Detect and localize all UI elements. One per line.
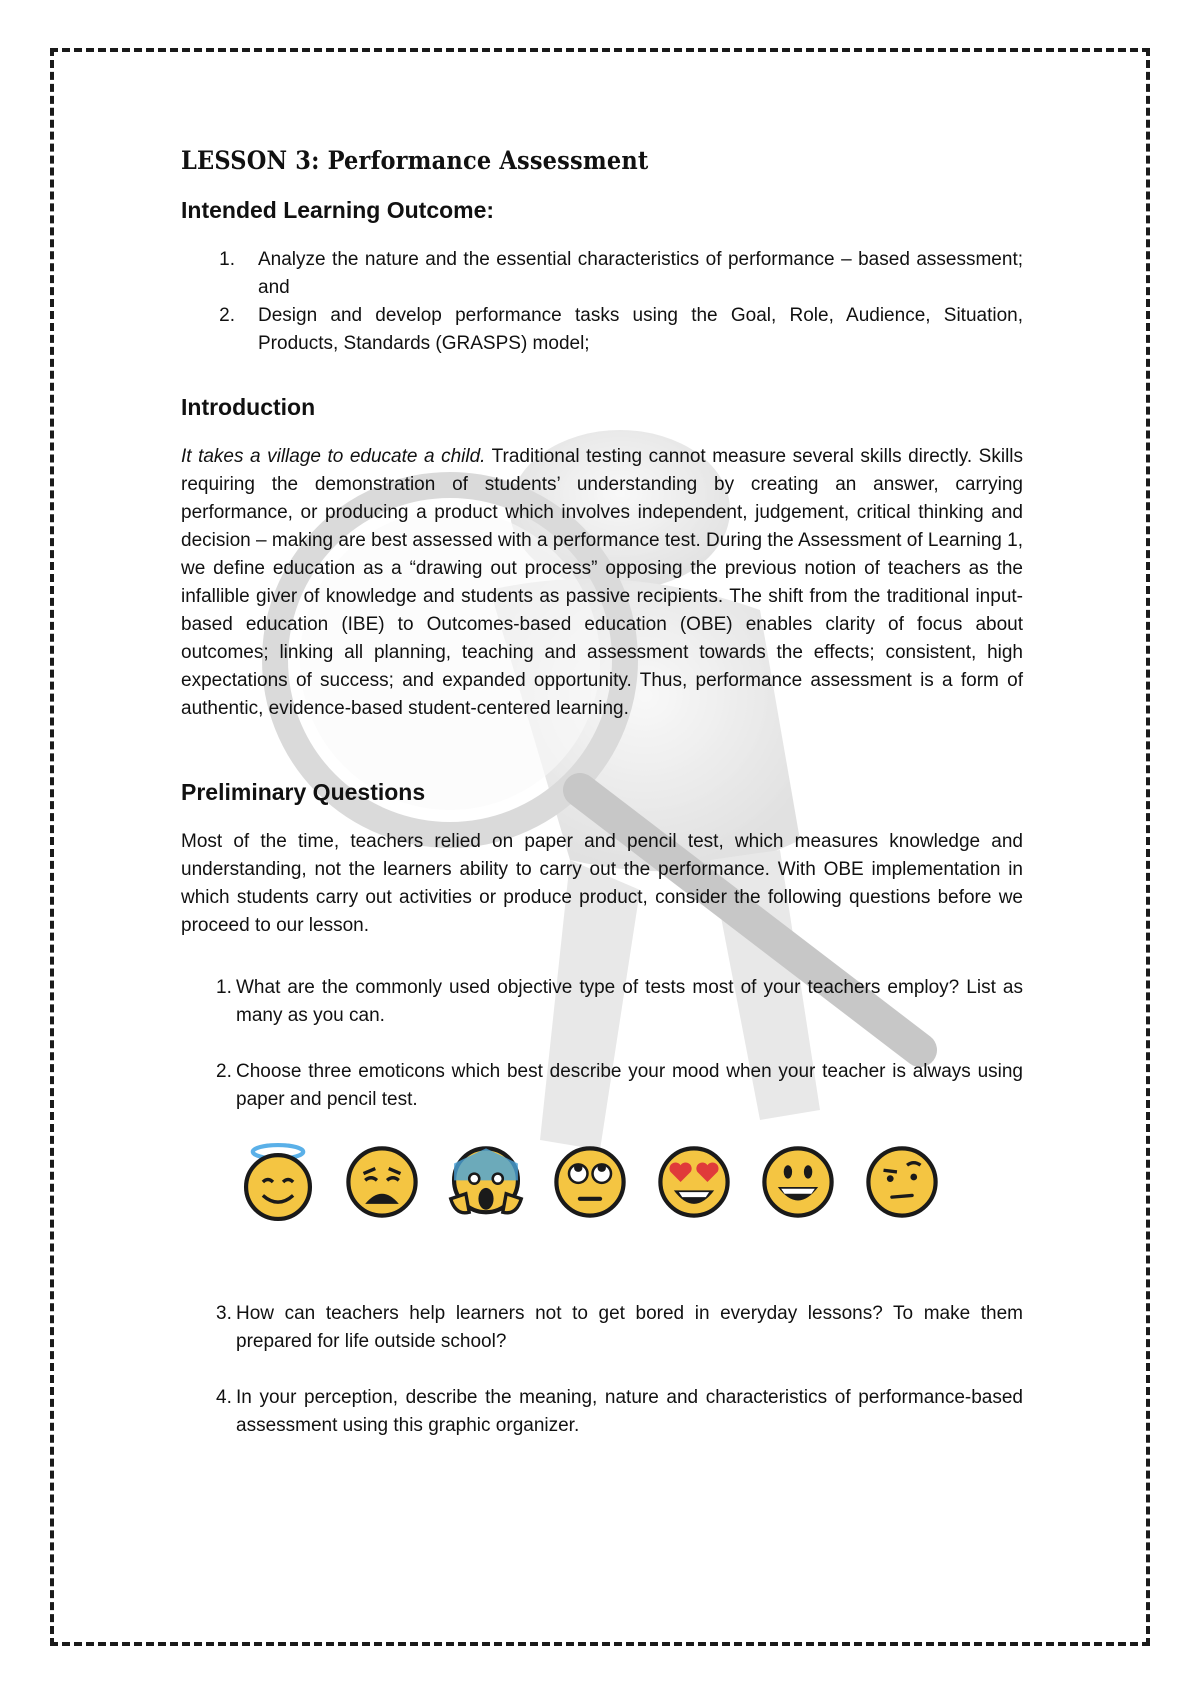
heart-eyes-face-icon — [652, 1140, 736, 1224]
list-item — [181, 974, 1023, 1030]
prelim-heading: Preliminary Questions — [181, 779, 426, 805]
emoticon-row — [236, 1132, 1023, 1232]
lesson-title: LESSON 3: Performance Assessment — [181, 146, 649, 175]
weary-face-icon — [340, 1140, 424, 1224]
list-number: 1. — [219, 249, 235, 270]
list-text: What are the commonly used objective type of tests most of your teachers employ? List as many as you can. — [236, 977, 1023, 1026]
screaming-fear-face-icon — [444, 1140, 528, 1224]
list-text: How can teachers help learners not to get bored in everyday lessons? To make them prepared for life outside school? — [236, 1303, 1023, 1352]
outcome-list — [181, 246, 1023, 358]
list-item — [181, 246, 1023, 302]
list-number: 2. — [216, 1061, 232, 1082]
list-number: 4. — [216, 1387, 232, 1408]
intro-body: Traditional testing cannot measure several skills directly. Skills requiring the demonstration of students’ understanding by creating an answer, carrying performance, or producing a product which involves independent, judgement, critical thinking and decision – making are best assessed with a performance test. During the Assessment of Learning 1, we define education as a “drawing out process” opposing the previous notion of teachers as the infallible giver of knowledge and students as passive recipients. The shift from the traditional input-based education (IBE) to Outcomes-based education (OBE) enables clarity of focus about outcomes; linking all planning, teaching and assessment towards the effects; consistent, high expectations of success; and expanded opportunity. Thus, performance assessment is a form of authentic, evidence-based student-centered learning. — [181, 446, 1024, 719]
list-number: 3. — [216, 1303, 232, 1324]
raised-eyebrow-face-icon — [860, 1140, 944, 1224]
list-number: 1. — [216, 977, 232, 998]
list-text: In your perception, describe the meaning, nature and characteristics of performance-based assessment using this graphic organizer. — [236, 1387, 1023, 1436]
grinning-face-icon — [756, 1140, 840, 1224]
list-number: 2. — [219, 305, 235, 326]
prelim-paragraph: Most of the time, teachers relied on paper and pencil test, which measures knowledge and understanding, not the learners ability to carry out the performance. With OBE implementation in which students carry out activities or produce product, consider the following questions before we proceed to our lesson. — [181, 831, 1023, 936]
eye-roll-face-icon — [548, 1140, 632, 1224]
intro-heading: Introduction — [181, 394, 316, 420]
smiling-halo-face-icon — [236, 1140, 320, 1224]
intro-lead-quote: It takes a village to educate a child. — [181, 446, 486, 467]
list-text: Design and develop performance tasks using the Goal, Role, Audience, Situation, Products, Standards (GRASPS) model; — [258, 305, 1023, 354]
list-item — [181, 1300, 1023, 1356]
question-list-continued — [181, 1300, 1023, 1440]
list-text: Choose three emoticons which best describe your mood when your teacher is always using paper and pencil test. — [236, 1061, 1023, 1110]
intro-paragraph — [181, 443, 1023, 723]
question-list — [181, 974, 1023, 1114]
list-item — [181, 302, 1023, 358]
list-text: Analyze the nature and the essential characteristics of performance – based assessment; and — [258, 249, 1023, 298]
outcome-heading: Intended Learning Outcome: — [181, 197, 495, 223]
list-item — [181, 1058, 1023, 1114]
list-item — [181, 1384, 1023, 1440]
